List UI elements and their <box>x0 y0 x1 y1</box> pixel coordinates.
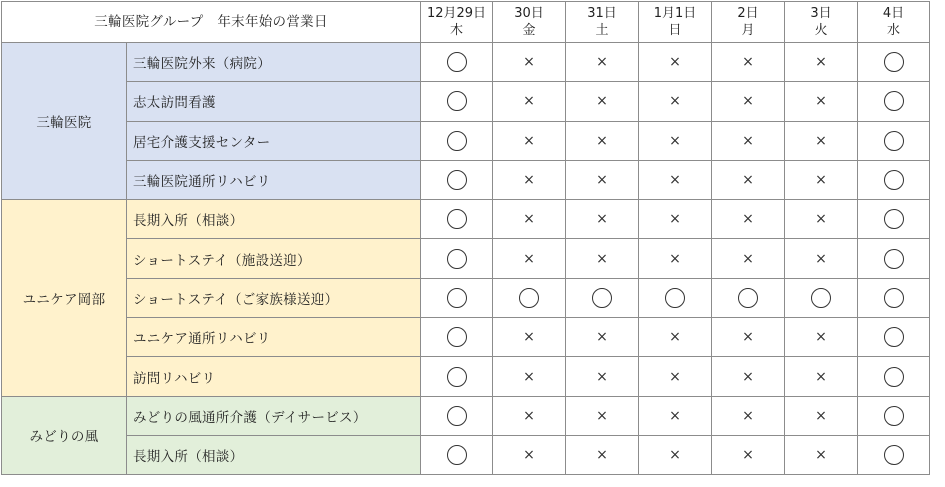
closed-cross-icon: × <box>669 447 681 464</box>
status-cell <box>712 43 785 82</box>
status-cell <box>566 357 639 396</box>
status-cell <box>712 278 785 317</box>
status-cell <box>493 318 566 357</box>
status-cell <box>566 160 639 199</box>
closed-cross-icon: × <box>669 368 681 385</box>
status-cell <box>421 43 493 82</box>
open-circle-icon <box>884 249 904 269</box>
table-row <box>2 396 930 435</box>
holiday-schedule-table <box>1 1 930 475</box>
status-cell <box>566 239 639 278</box>
status-cell <box>639 121 712 160</box>
open-circle-icon <box>884 445 904 465</box>
table-row <box>2 43 930 82</box>
open-circle-icon <box>447 288 467 308</box>
service-name-cell: ショートステイ（ご家族様送迎） <box>127 278 421 317</box>
status-cell <box>493 160 566 199</box>
service-name-cell: 長期入所（相談） <box>127 200 421 239</box>
status-cell <box>493 200 566 239</box>
status-cell <box>712 121 785 160</box>
closed-cross-icon: × <box>742 250 754 267</box>
table-row <box>2 357 930 396</box>
service-name-cell: ユニケア通所リハビリ <box>127 318 421 357</box>
closed-cross-icon: × <box>742 93 754 110</box>
closed-cross-icon: × <box>523 407 535 424</box>
group-name-cell: 三輪医院 <box>2 43 127 200</box>
status-cell <box>712 160 785 199</box>
open-circle-icon <box>447 170 467 190</box>
closed-cross-icon: × <box>596 132 608 149</box>
date-label: 1月1日 <box>653 6 697 21</box>
closed-cross-icon: × <box>523 132 535 149</box>
weekday-label: 日 <box>668 23 682 38</box>
date-header <box>421 2 493 43</box>
weekday-label: 火 <box>814 23 828 38</box>
status-cell <box>712 396 785 435</box>
closed-cross-icon: × <box>669 54 681 71</box>
status-cell <box>785 435 858 474</box>
status-cell <box>421 396 493 435</box>
schedule-body <box>2 43 930 475</box>
table-row <box>2 318 930 357</box>
status-cell <box>639 200 712 239</box>
date-header <box>785 2 858 43</box>
status-cell <box>858 278 930 317</box>
closed-cross-icon: × <box>815 211 827 228</box>
status-cell <box>785 160 858 199</box>
status-cell <box>421 357 493 396</box>
status-cell <box>858 357 930 396</box>
status-cell <box>566 318 639 357</box>
closed-cross-icon: × <box>815 132 827 149</box>
date-label: 3日 <box>810 6 832 21</box>
closed-cross-icon: × <box>596 368 608 385</box>
table-row <box>2 82 930 121</box>
open-circle-icon <box>447 131 467 151</box>
service-name-cell: 居宅介護支援センター <box>127 121 421 160</box>
closed-cross-icon: × <box>523 250 535 267</box>
status-cell <box>712 239 785 278</box>
status-cell <box>785 200 858 239</box>
closed-cross-icon: × <box>523 54 535 71</box>
closed-cross-icon: × <box>742 54 754 71</box>
open-circle-icon <box>447 52 467 72</box>
service-name-cell: 三輪医院通所リハビリ <box>127 160 421 199</box>
status-cell <box>421 278 493 317</box>
closed-cross-icon: × <box>742 407 754 424</box>
closed-cross-icon: × <box>523 447 535 464</box>
status-cell <box>493 239 566 278</box>
status-cell <box>858 396 930 435</box>
status-cell <box>639 82 712 121</box>
open-circle-icon <box>884 209 904 229</box>
group-name-cell: みどりの風 <box>2 396 127 475</box>
status-cell <box>421 200 493 239</box>
closed-cross-icon: × <box>815 172 827 189</box>
closed-cross-icon: × <box>742 368 754 385</box>
status-cell <box>785 357 858 396</box>
date-label: 30日 <box>514 6 544 21</box>
status-cell <box>712 357 785 396</box>
open-circle-icon <box>592 288 612 308</box>
date-header <box>639 2 712 43</box>
closed-cross-icon: × <box>815 93 827 110</box>
closed-cross-icon: × <box>596 329 608 346</box>
status-cell <box>858 43 930 82</box>
open-circle-icon <box>447 367 467 387</box>
service-name-cell: 長期入所（相談） <box>127 435 421 474</box>
status-cell <box>639 318 712 357</box>
closed-cross-icon: × <box>742 447 754 464</box>
closed-cross-icon: × <box>742 132 754 149</box>
open-circle-icon <box>738 288 758 308</box>
service-name-cell: 三輪医院外来（病院） <box>127 43 421 82</box>
closed-cross-icon: × <box>523 172 535 189</box>
service-name-cell: 訪問リハビリ <box>127 357 421 396</box>
status-cell <box>566 43 639 82</box>
weekday-label: 水 <box>886 23 900 38</box>
header-row <box>2 2 930 43</box>
weekday-label: 月 <box>741 23 755 38</box>
status-cell <box>493 121 566 160</box>
status-cell <box>566 121 639 160</box>
closed-cross-icon: × <box>815 329 827 346</box>
status-cell <box>639 357 712 396</box>
service-name-cell: みどりの風通所介護（デイサービス） <box>127 396 421 435</box>
status-cell <box>566 278 639 317</box>
group-name-cell: ユニケア岡部 <box>2 200 127 396</box>
table-row <box>2 239 930 278</box>
open-circle-icon <box>884 131 904 151</box>
status-cell <box>858 82 930 121</box>
closed-cross-icon: × <box>669 211 681 228</box>
closed-cross-icon: × <box>669 250 681 267</box>
closed-cross-icon: × <box>742 211 754 228</box>
closed-cross-icon: × <box>815 447 827 464</box>
closed-cross-icon: × <box>669 132 681 149</box>
closed-cross-icon: × <box>815 54 827 71</box>
status-cell <box>712 82 785 121</box>
open-circle-icon <box>447 91 467 111</box>
closed-cross-icon: × <box>523 211 535 228</box>
status-cell <box>421 160 493 199</box>
open-circle-icon <box>884 91 904 111</box>
open-circle-icon <box>447 249 467 269</box>
closed-cross-icon: × <box>815 250 827 267</box>
status-cell <box>639 239 712 278</box>
status-cell <box>639 396 712 435</box>
status-cell <box>566 396 639 435</box>
open-circle-icon <box>447 445 467 465</box>
status-cell <box>712 318 785 357</box>
date-label: 2日 <box>737 6 759 21</box>
closed-cross-icon: × <box>669 172 681 189</box>
date-header <box>566 2 639 43</box>
status-cell <box>785 82 858 121</box>
status-cell <box>858 435 930 474</box>
status-cell <box>785 121 858 160</box>
status-cell <box>639 278 712 317</box>
open-circle-icon <box>884 170 904 190</box>
status-cell <box>566 435 639 474</box>
status-cell <box>858 239 930 278</box>
status-cell <box>639 435 712 474</box>
status-cell <box>858 121 930 160</box>
status-cell <box>858 318 930 357</box>
status-cell <box>493 396 566 435</box>
table-row <box>2 200 930 239</box>
weekday-label: 土 <box>595 23 609 38</box>
closed-cross-icon: × <box>523 93 535 110</box>
status-cell <box>493 435 566 474</box>
closed-cross-icon: × <box>523 329 535 346</box>
closed-cross-icon: × <box>596 407 608 424</box>
table-title: 三輪医院グループ 年末年始の営業日 <box>2 2 421 43</box>
closed-cross-icon: × <box>669 93 681 110</box>
closed-cross-icon: × <box>815 368 827 385</box>
status-cell <box>421 435 493 474</box>
closed-cross-icon: × <box>669 329 681 346</box>
date-header <box>493 2 566 43</box>
open-circle-icon <box>447 406 467 426</box>
status-cell <box>421 239 493 278</box>
weekday-label: 木 <box>449 23 463 38</box>
date-label: 31日 <box>587 6 617 21</box>
table-row <box>2 435 930 474</box>
table-row <box>2 160 930 199</box>
status-cell <box>493 278 566 317</box>
open-circle-icon <box>811 288 831 308</box>
closed-cross-icon: × <box>523 368 535 385</box>
open-circle-icon <box>447 327 467 347</box>
status-cell <box>785 43 858 82</box>
status-cell <box>858 160 930 199</box>
open-circle-icon <box>884 406 904 426</box>
status-cell <box>639 160 712 199</box>
status-cell <box>712 200 785 239</box>
closed-cross-icon: × <box>669 407 681 424</box>
status-cell <box>785 396 858 435</box>
open-circle-icon <box>665 288 685 308</box>
closed-cross-icon: × <box>815 407 827 424</box>
closed-cross-icon: × <box>596 447 608 464</box>
status-cell <box>785 278 858 317</box>
date-header <box>858 2 930 43</box>
open-circle-icon <box>447 209 467 229</box>
closed-cross-icon: × <box>742 329 754 346</box>
status-cell <box>639 43 712 82</box>
weekday-label: 金 <box>522 23 536 38</box>
table-row <box>2 121 930 160</box>
open-circle-icon <box>884 327 904 347</box>
service-name-cell: ショートステイ（施設送迎） <box>127 239 421 278</box>
status-cell <box>493 82 566 121</box>
open-circle-icon <box>519 288 539 308</box>
closed-cross-icon: × <box>596 172 608 189</box>
open-circle-icon <box>884 52 904 72</box>
open-circle-icon <box>884 288 904 308</box>
status-cell <box>566 82 639 121</box>
closed-cross-icon: × <box>596 54 608 71</box>
status-cell <box>421 318 493 357</box>
service-name-cell: 志太訪問看護 <box>127 82 421 121</box>
table-row <box>2 278 930 317</box>
closed-cross-icon: × <box>742 172 754 189</box>
status-cell <box>493 43 566 82</box>
date-label: 12月29日 <box>426 6 487 21</box>
closed-cross-icon: × <box>596 211 608 228</box>
closed-cross-icon: × <box>596 93 608 110</box>
closed-cross-icon: × <box>596 250 608 267</box>
status-cell <box>785 239 858 278</box>
status-cell <box>712 435 785 474</box>
status-cell <box>493 357 566 396</box>
open-circle-icon <box>884 367 904 387</box>
status-cell <box>421 82 493 121</box>
date-label: 4日 <box>882 6 905 21</box>
status-cell <box>785 318 858 357</box>
status-cell <box>566 200 639 239</box>
status-cell <box>858 200 930 239</box>
date-header <box>712 2 785 43</box>
status-cell <box>421 121 493 160</box>
